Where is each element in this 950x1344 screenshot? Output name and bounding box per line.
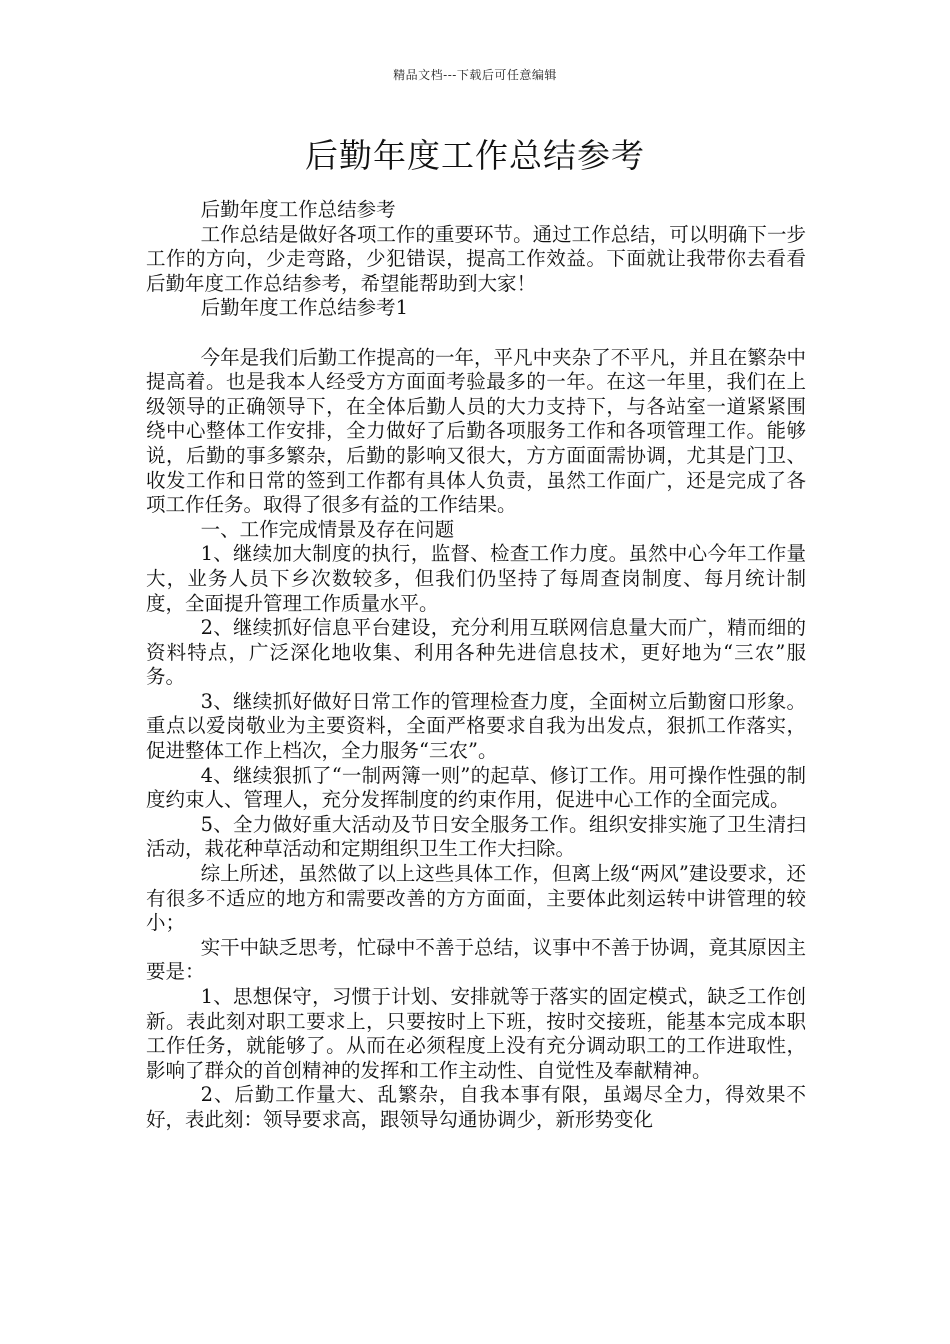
paragraph: 后勤年度工作总结参考 xyxy=(200,198,396,221)
paragraph: 综上所述，虽然做了以上这些具体工作，但离上级“两风”建设要求，还有很多不适应的地方和需要改善的方方面面，主要体此刻运转中讲管理的较小； xyxy=(146,862,806,935)
paragraph: 4、继续狠抓了“一制两簿一则”的起草、修订工作。用可操作性强的制度约束人、管理人，充分发挥制度的约束作用，促进中心工作的全面完成。 xyxy=(146,763,806,812)
paragraph: 3、继续抓好做好日常工作的管理检查力度，全面树立后勤窗口形象。重点以爱岗敬业为主要资料，全面严格要求自我为出发点，狠抓工作落实，促进整体工作上档次，全力服务“三农”。 xyxy=(146,689,806,763)
paragraph: 工作总结是做好各项工作的重要环节。通过工作总结，可以明确下一步工作的方向，少走弯路，少犯错误，提高工作效益。下面就让我带你去看看后勤年度工作总结参考，希望能帮助到大家！ xyxy=(146,222,806,295)
paragraph: 5、全力做好重大活动及节日安全服务工作。组织安排实施了卫生清扫活动，栽花种草活动和定期组织卫生工作大扫除。 xyxy=(146,812,806,861)
paragraph: 2、继续抓好信息平台建设，充分利用互联网信息量大而广，精而细的资料特点，广泛深化地收集、利用各种先进信息技术，更好地为“三农”服务。 xyxy=(146,616,806,689)
document-title: 后勤年度工作总结参考 xyxy=(305,136,645,175)
paragraph: 1、继续加大制度的执行，监督、检查工作力度。虽然中心今年工作量大，业务人员下乡次数较多，但我们仍坚持了每周查岗制度、每月统计制度，全面提升管理工作质量水平。 xyxy=(146,542,806,615)
paragraph: 实干中缺乏思考，忙碌中不善于总结，议事中不善于协调，竟其原因主要是： xyxy=(146,935,806,984)
paragraph: 后勤年度工作总结参考1 xyxy=(200,296,409,320)
blank-line xyxy=(146,321,806,346)
header-note: 精品文档---下载后可任意编辑 xyxy=(393,68,557,82)
document-body xyxy=(146,198,806,1133)
paragraph: 2、后勤工作量大、乱繁杂，自我本事有限，虽竭尽全力，得效果不好，表此刻：领导要求高，跟领导勾通协调少，新形势变化 xyxy=(146,1083,806,1131)
paragraph: 今年是我们后勤工作提高的一年，平凡中夹杂了不平凡，并且在繁杂中提高着。也是我本人经受方方面面考验最多的一年。在这一年里，我们在上级领导的正确领导下，在全体后勤人员的大力支持下，与各站室一道紧紧围绕中心整体工作安排，全力做好了后勤各项服务工作和各项管理工作。能够说，后勤的事多繁杂，后勤的影响又很大，方方面面需协调，尤其是门卫、收发工作和日常的签到工作都有具体人负责，虽然工作面广，还是完成了各项工作任务。取得了很多有益的工作结果。 xyxy=(146,345,806,517)
paragraph: 1、思想保守，习惯于计划、安排就等于落实的固定模式，缺乏工作创新。表此刻对职工要求上，只要按时上下班，按时交接班，能基本完成本职工作任务，就能够了。从而在必须程度上没有充分调动职工的工作进取性，影响了群众的首创精神的发挥和工作主动性、自觉性及奉献精神。 xyxy=(146,985,806,1082)
section-heading: 一、工作完成情景及存在问题 xyxy=(200,517,455,541)
